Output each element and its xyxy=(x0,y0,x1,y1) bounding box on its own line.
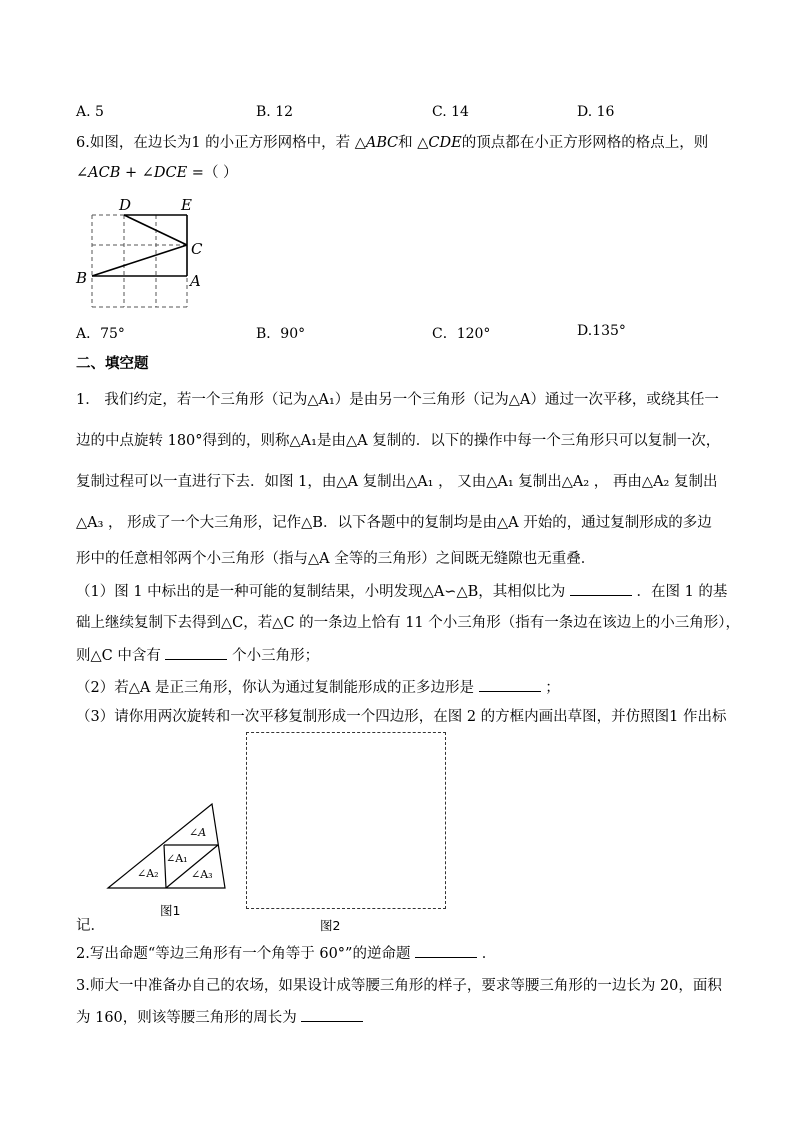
answer-blank-converse[interactable] xyxy=(415,943,477,958)
answer-blank-polygon[interactable] xyxy=(479,677,541,692)
fig1-label-a2: ∠A₂ xyxy=(137,867,159,880)
sub1-line3-text-a: 则△C 中含有 xyxy=(76,648,161,664)
fill1-line2: 边的中点旋转 180°得到的，则称△A₁是由△A 复制的．以下的操作中每一个三角形只可以复制一次， xyxy=(76,433,721,449)
label-e: E xyxy=(181,196,192,214)
answer-blank-ratio[interactable] xyxy=(570,581,632,596)
fill3-text: 为 160，则该等腰三角形的周长为 xyxy=(76,1010,297,1026)
label-c: C xyxy=(191,240,203,258)
fill1-line1: 1． 我们约定，若一个三角形（记为△A₁）是由另一个三角形（记为△A）通过一次平移，或绕其任一 xyxy=(76,392,719,408)
q6-option-c: C．120° xyxy=(432,326,491,342)
answer-blank-count[interactable] xyxy=(165,645,227,660)
fill1-sub1-line2: 础上继续复制下去得到△C，若△C 的一条边上恰有 11 个小三角形（指有一条边在该边上的小三角形）， xyxy=(76,615,741,631)
q5-option-a: A. 5 xyxy=(76,104,104,120)
label-d: D xyxy=(119,196,132,214)
sub1-text-a: （1）图 1 中标出的是一种可能的复制结果，小明发现△A∽△B，其相似比为 xyxy=(76,584,566,600)
fill1-line3: 复制过程可以一直进行下去．如图 1，由△A 复制出△A₁ ， 又由△A₁ 复制出△A₂ ， 再由△A₂ 复制出 xyxy=(76,474,718,490)
fill3-line2 xyxy=(76,1007,363,1028)
fill1-line4: △A₃ ， 形成了一个大三角形，记作△B．以下各题中的复制均是由△A 开始的，通过复制形成的多边 xyxy=(76,515,712,531)
fig1-label-a: ∠A xyxy=(189,826,207,839)
fill1-sub1-line3 xyxy=(76,645,319,666)
q6-option-b: B．90° xyxy=(256,326,306,342)
sub1-line3-text-b: 个小三角形； xyxy=(232,648,320,664)
q6-grid-figure xyxy=(70,192,210,314)
q6-option-d: D.135° xyxy=(577,323,626,339)
sub2-text-a: （2）若△A 是正三角形，你认为通过复制能形成的正多边形是 xyxy=(76,680,474,696)
q5-option-d: D. 16 xyxy=(577,104,615,120)
answer-blank-perimeter[interactable] xyxy=(301,1007,363,1022)
fill2-text-b: ． xyxy=(481,946,497,962)
figure-2-caption: 图2 xyxy=(320,918,341,933)
figure-2-drawing-box[interactable] xyxy=(246,732,446,909)
q6-stem-line1: 6.如图，在边长为1 的小正方形网格中，若 △𝐴𝐵𝐶和 △𝐶𝐷𝐸的顶点都在小正方形网格的格点上，则 xyxy=(76,135,709,151)
sub2-text-b: ； xyxy=(545,680,560,696)
fig1-label-a1: ∠A₁ xyxy=(166,852,188,865)
q6-option-a: A．75° xyxy=(76,326,125,342)
fill1-sub3-end: 记． xyxy=(76,918,105,934)
fig1-label-a3: ∠A₃ xyxy=(191,868,213,881)
label-b: B xyxy=(76,269,88,287)
figure-1-triangles xyxy=(100,798,235,894)
sub1-text-b: ．在图 1 的基 xyxy=(636,584,728,600)
fill1-sub1-line1 xyxy=(76,581,727,602)
fill3-line1: 3.师大一中准备办自己的农场，如果设计成等腰三角形的样子，要求等腰三角形的一边长为 20，面积 xyxy=(76,978,722,994)
figure-1-caption: 图1 xyxy=(160,903,181,918)
fill2-line xyxy=(76,943,496,964)
fill2-text-a: 2.写出命题“等边三角形有一个角等于 60°”的逆命题 xyxy=(76,946,411,962)
q5-option-c: C. 14 xyxy=(432,104,469,120)
fill1-line5: 形中的任意相邻两个小三角形（指与△A 全等的三角形）之间既无缝隙也无重叠． xyxy=(76,551,596,567)
label-a: A xyxy=(190,272,201,290)
q6-stem-line2: ∠𝐴𝐶𝐵 + ∠𝐷𝐶𝐸 =（ ） xyxy=(76,165,238,181)
fill1-sub3: （3）请你用两次旋转和一次平移复制形成一个四边形，在图 2 的方框内画出草图，并仿照图1 作出标 xyxy=(76,709,727,725)
q5-option-b: B. 12 xyxy=(256,104,294,120)
fill1-sub2 xyxy=(76,677,560,698)
section-title: 二、填空题 xyxy=(76,356,149,372)
